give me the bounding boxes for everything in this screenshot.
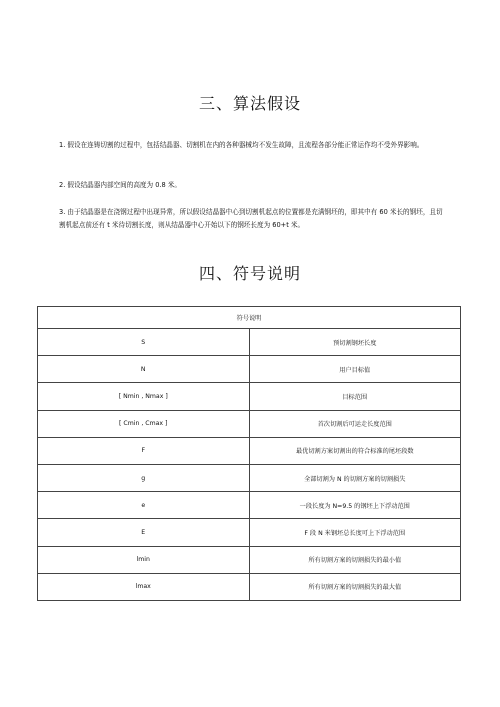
meaning-cell: 所有切割方案的切割损失的最大值 (249, 573, 461, 600)
table-row (38, 410, 461, 437)
symbol-cell: g (38, 464, 250, 491)
assumption-3: 3. 由于结晶器是在浇钢过程中出现异常，所以假设结晶器中心到切割机起点的位置都是充满钢坯的，即其中有 60 米长的钢坯，且切割机起点前还有 t 米待切割长度，则从结晶器中心开始以下的钢坯长度为 60+t 米。 (59, 208, 443, 229)
meaning-cell: 目标范围 (249, 383, 461, 410)
symbol-cell: S (38, 329, 250, 356)
symbol-table (37, 306, 461, 601)
section-title-assumptions: 三、算法假设 (198, 94, 301, 113)
section-title-symbols: 四、符号说明 (198, 264, 301, 283)
symbol-cell: E (38, 519, 250, 546)
table-row (38, 464, 461, 491)
symbol-cell: lmin (38, 546, 250, 573)
table-row (38, 546, 461, 573)
table-row (38, 329, 461, 356)
meaning-cell: 预切割钢坯长度 (249, 329, 461, 356)
table-row (38, 437, 461, 464)
meaning-cell: 一段长度为 N=9.5 的钢坯上下浮动范围 (249, 492, 461, 519)
table-row (38, 573, 461, 600)
symbol-cell: F (38, 437, 250, 464)
table-row (38, 383, 461, 410)
assumption-2: 2. 假设结晶器内部空间的高度为 0.8 米。 (59, 181, 181, 189)
symbol-cell: e (38, 492, 250, 519)
meaning-cell: 全部切割为 N 的切割方案的切割损失 (249, 464, 461, 491)
table-header: 符号说明 (38, 307, 461, 329)
meaning-cell: 所有切割方案的切割损失的最小值 (249, 546, 461, 573)
symbol-cell: N (38, 356, 250, 383)
table-row (38, 492, 461, 519)
symbol-cell: [ Cmin , Cmax ] (38, 410, 250, 437)
table-row (38, 519, 461, 546)
table-row (38, 356, 461, 383)
meaning-cell: F 段 N 米钢坯总长度可上下浮动范围 (249, 519, 461, 546)
meaning-cell: 用户目标值 (249, 356, 461, 383)
meaning-cell: 首次切割后可运走长度范围 (249, 410, 461, 437)
meaning-cell: 最优切割方案切割出的符合标准的尾坯段数 (249, 437, 461, 464)
table-header-row (38, 307, 461, 329)
symbol-cell: [ Nmin , Nmax ] (38, 383, 250, 410)
symbol-cell: lmax (38, 573, 250, 600)
assumption-1: 1. 假设在连铸切割的过程中，包括结晶器、切割机在内的各种器械均不发生故障，且流程各部分能正常运作均不受外界影响。 (59, 141, 424, 149)
